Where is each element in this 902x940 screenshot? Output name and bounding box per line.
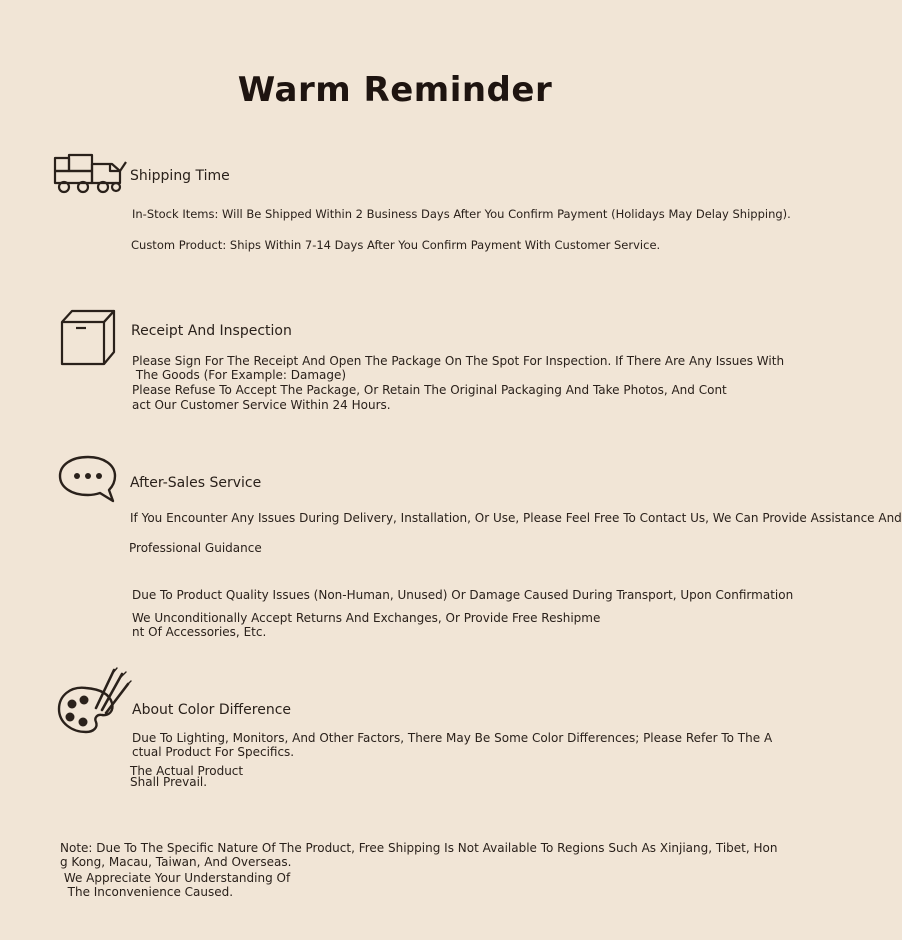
after-sales-line-5: nt Of Accessories, Etc. (132, 625, 267, 639)
section-heading-receipt: Receipt And Inspection (131, 323, 292, 339)
shipping-line-1: In-Stock Items: Will Be Shipped Within 2 Business Days After You Confirm Payment (Holidays May Delay Shipping). (132, 207, 791, 221)
chat-bubble-icon (57, 454, 119, 506)
note-line-2: g Kong, Macau, Taiwan, And Overseas. (60, 855, 292, 869)
shipping-line-2: Custom Product: Ships Within 7-14 Days After You Confirm Payment With Customer Service. (131, 238, 661, 252)
after-sales-line-4: We Unconditionally Accept Returns And Exchanges, Or Provide Free Reshipme (132, 611, 601, 625)
receipt-line-1: Please Sign For The Receipt And Open The Package On The Spot For Inspection. If There Are Any Issues With (132, 354, 785, 368)
color-line-4: Shall Prevail. (130, 775, 208, 789)
page-title: Warm Reminder (237, 70, 553, 110)
receipt-line-4: act Our Customer Service Within 24 Hours. (132, 398, 391, 412)
color-line-1: Due To Lighting, Monitors, And Other Factors, There May Be Some Color Differences; Please Refer To The A (132, 731, 773, 745)
note-line-4: The Inconvenience Caused. (60, 885, 234, 899)
after-sales-line-3: Due To Product Quality Issues (Non-Human, Unused) Or Damage Caused During Transport, Upon Confirmation (132, 588, 794, 602)
note-line-3: We Appreciate Your Understanding Of (60, 871, 291, 885)
section-heading-color: About Color Difference (132, 702, 292, 718)
note-line-1: Note: Due To The Specific Nature Of The Product, Free Shipping Is Not Available To Regions Such As Xinjiang, Tibet, Hon (60, 841, 778, 855)
palette-icon (56, 666, 132, 736)
receipt-line-3: Please Refuse To Accept The Package, Or Retain The Original Packaging And Take Photos, And Cont (132, 383, 727, 397)
after-sales-line-1: If You Encounter Any Issues During Delivery, Installation, Or Use, Please Feel Free To Contact Us, We Can Provide Assistance And (130, 511, 902, 525)
section-heading-shipping: Shipping Time (130, 168, 230, 184)
box-icon (58, 308, 118, 366)
color-line-2: ctual Product For Specifics. (132, 745, 295, 759)
receipt-line-2: The Goods (For Example: Damage) (132, 368, 347, 382)
section-heading-after-sales: After-Sales Service (130, 475, 262, 491)
color-line-3: The Actual Product (130, 764, 244, 778)
truck-icon (52, 152, 134, 196)
after-sales-line-2: Professional Guidance (129, 541, 262, 555)
